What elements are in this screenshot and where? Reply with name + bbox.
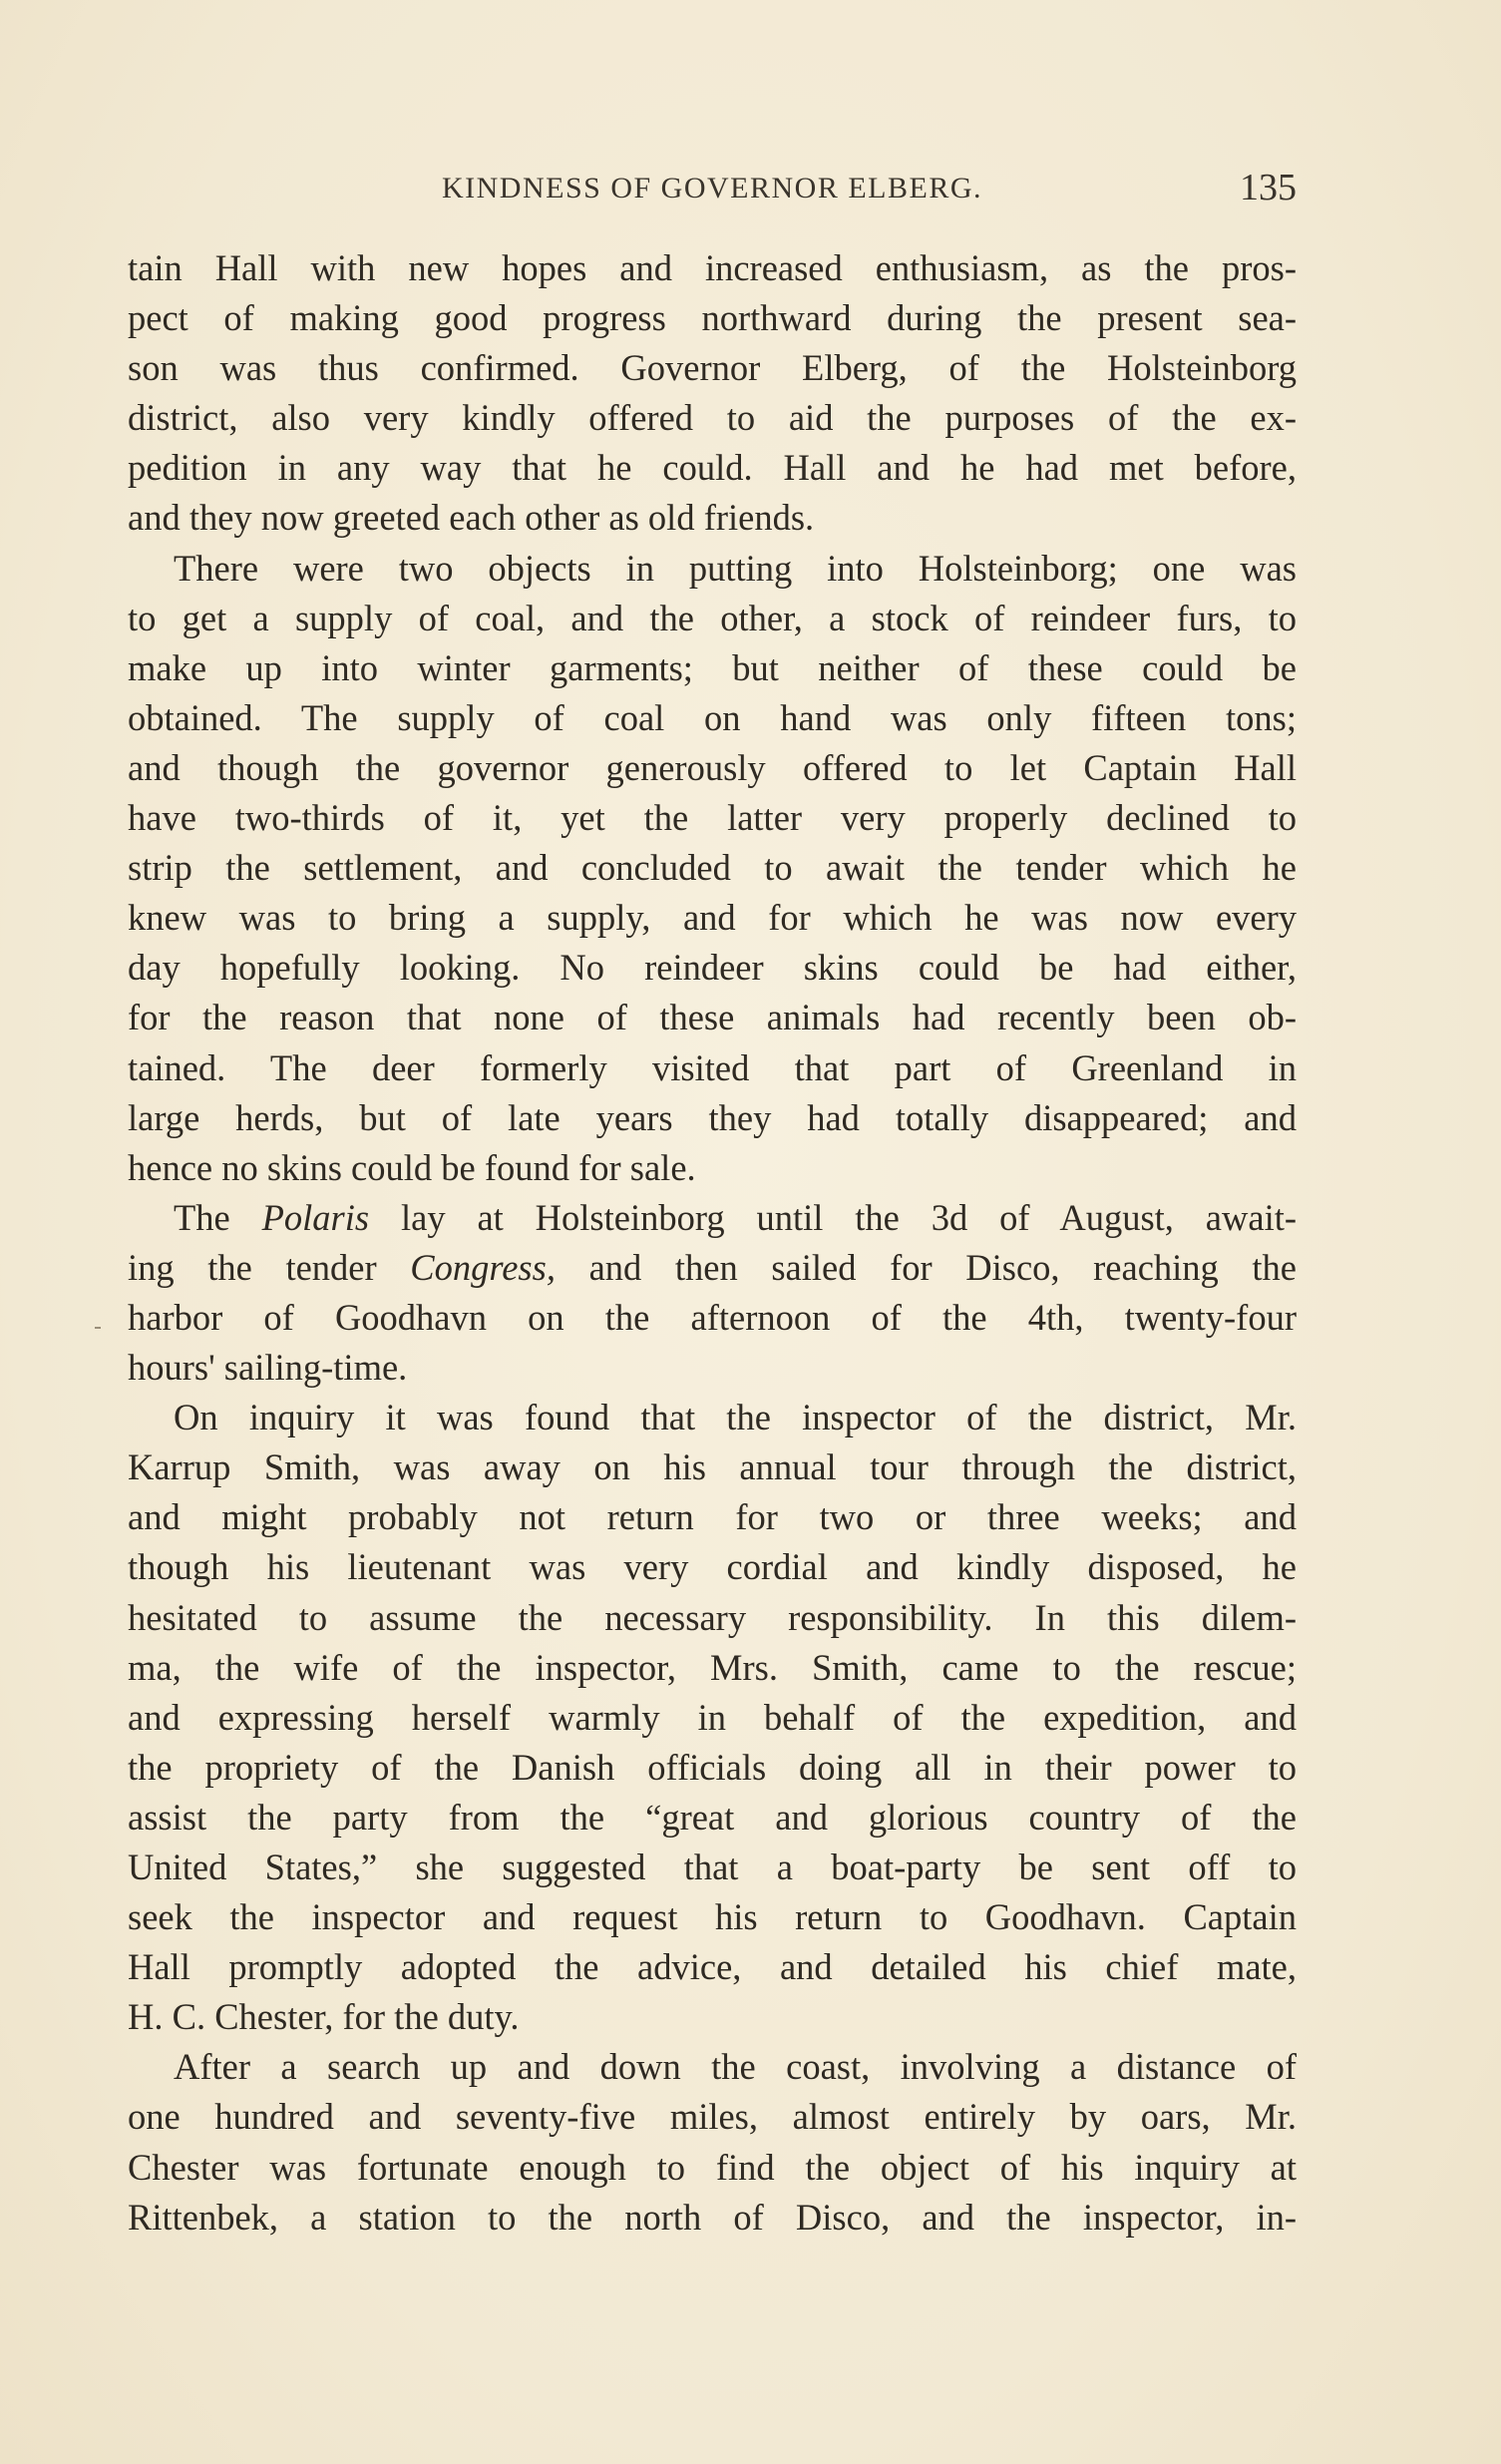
text-line: United States,” she suggested that a boat-party be sent off to <box>128 1847 1297 1887</box>
text-line: and expressing herself warmly in behalf of the expedition, and <box>128 1696 1297 1738</box>
text-line: to get a supply of coal, and the other, a stock of reindeer furs, to <box>128 597 1297 638</box>
text-line: pect of making good progress northward during the present sea- <box>128 297 1297 339</box>
text-line: have two-thirds of it, yet the latter very properly declined to <box>128 797 1297 839</box>
text-line: Karrup Smith, was away on his annual tour through the district, <box>128 1446 1297 1488</box>
text-line: ma, the wife of the inspector, Mrs. Smith, came to the rescue; <box>128 1646 1297 1688</box>
text-line <box>128 1243 1297 1293</box>
text-line: make up into winter garments; but neither of these could be <box>128 646 1297 688</box>
text-line: Rittenbek, a station to the north of Disco, and the inspector, in- <box>128 2196 1297 2238</box>
text-line: son was thus confirmed. Governor Elberg, of the Holsteinborg <box>128 347 1297 389</box>
text-line: pedition in any way that he could. Hall and he had met before, <box>128 447 1297 489</box>
text-line: tained. The deer formerly visited that part of Greenland in <box>128 1046 1297 1088</box>
text-line: Chester was fortunate enough to find the object of his inquiry at <box>128 2146 1297 2188</box>
text-line: hence no skins could be found for sale. <box>128 1146 696 1188</box>
text-line: large herds, but of late years they had totally disappeared; and <box>128 1096 1297 1138</box>
text-line: and might probably not return for two or three weeks; and <box>128 1496 1297 1538</box>
ship-name-congress: Congress, <box>410 1246 556 1288</box>
text-line: day hopefully looking. No reindeer skins could be had either, <box>128 947 1297 989</box>
text-line: On inquiry it was found that the inspector of the district, Mr. <box>174 1397 1297 1438</box>
text-line: strip the settlement, and concluded to await the tender which he <box>128 847 1297 889</box>
text-run: ing the tender <box>128 1246 411 1288</box>
text-line: obtained. The supply of coal on hand was only fifteen tons; <box>128 696 1297 738</box>
text-line: district, also very kindly offered to aid the purposes of the ex- <box>128 397 1297 439</box>
text-line: Hall promptly adopted the advice, and detailed his chief mate, <box>128 1946 1297 1988</box>
text-line: There were two objects in putting into Holsteinborg; one was <box>174 547 1297 589</box>
running-head <box>128 166 1297 215</box>
text-line <box>128 1193 1297 1243</box>
text-line: though his lieutenant was very cordial and kindly disposed, he <box>128 1546 1297 1588</box>
text-run: The <box>174 1196 262 1238</box>
text-run: lay at Holsteinborg until the 3d of August, await- <box>369 1196 1297 1238</box>
margin-mark <box>95 1327 101 1329</box>
text-line: assist the party from the “great and glorious country of the <box>128 1796 1297 1838</box>
text-line: tain Hall with new hopes and increased enthusiasm, as the pros- <box>128 247 1297 288</box>
running-title: KINDNESS OF GOVERNOR ELBERG. <box>441 172 983 205</box>
text-line: seek the inspector and request his return to Goodhavn. Captain <box>128 1896 1297 1938</box>
text-line: hours' sailing-time. <box>128 1347 408 1389</box>
text-line: for the reason that none of these animals had recently been ob- <box>128 997 1297 1038</box>
text-line: hesitated to assume the necessary responsibility. In this dilem- <box>128 1596 1297 1638</box>
text-line: After a search up and down the coast, involving a distance of <box>174 2046 1297 2088</box>
text-line: the propriety of the Danish officials doing all in their power to <box>128 1746 1297 1788</box>
text-line: and they now greeted each other as old friends. <box>128 497 815 539</box>
ship-name-polaris: Polaris <box>261 1196 370 1238</box>
page-number: 135 <box>1240 167 1297 208</box>
text-line: knew was to bring a supply, and for which he was now every <box>128 897 1297 939</box>
text-line: H. C. Chester, for the duty. <box>128 1996 520 2038</box>
text-line: and though the governor generously offered to let Captain Hall <box>128 746 1297 788</box>
text-line: one hundred and seventy-five miles, almost entirely by oars, Mr. <box>128 2096 1297 2138</box>
text-run: and then sailed for Disco, reaching the <box>555 1246 1297 1288</box>
body-text <box>128 243 1297 2243</box>
text-line: harbor of Goodhavn on the afternoon of the 4th, twenty-four <box>128 1296 1297 1338</box>
